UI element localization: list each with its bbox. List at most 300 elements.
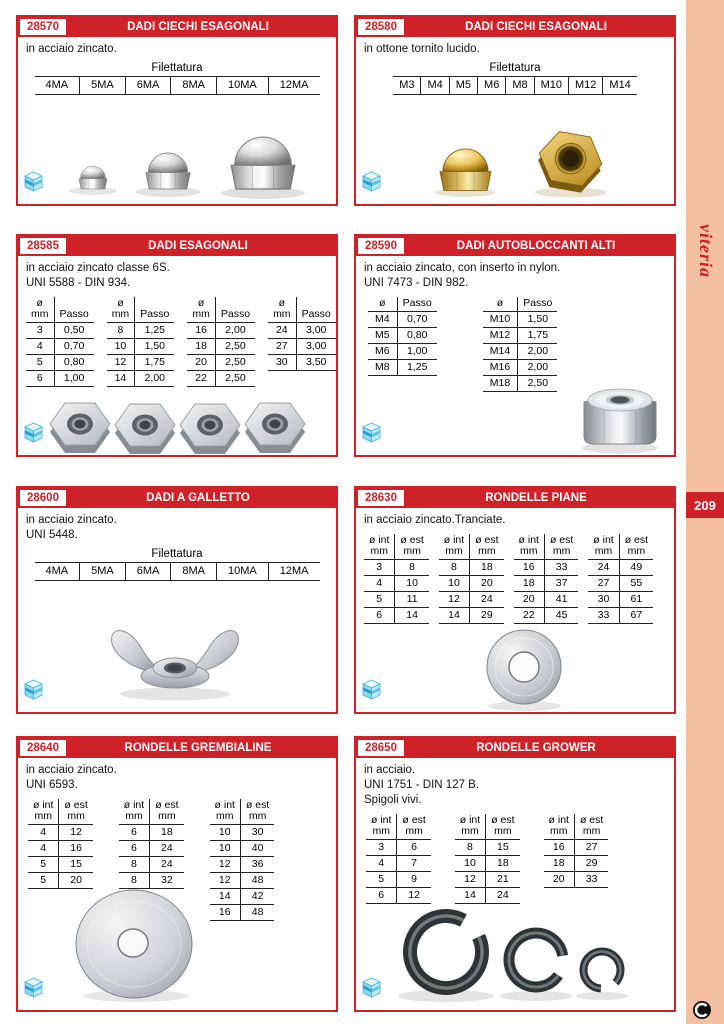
thread-size-cell: M4 <box>421 76 449 94</box>
product-description <box>356 508 674 530</box>
description-line: in acciaio zincato. <box>26 514 117 526</box>
spec-data-cell: 6 <box>119 824 150 840</box>
spec-table <box>364 534 429 624</box>
spec-data-row <box>483 327 558 343</box>
spec-data-cell: 24 <box>470 591 504 607</box>
spec-data-cell: 2,50 <box>215 354 255 370</box>
spec-data-cell: 18 <box>544 855 575 871</box>
spec-data-cell: 5 <box>28 872 59 888</box>
description-line: Spigoli vivi. <box>364 793 422 806</box>
panel-header <box>356 17 674 37</box>
spec-data-row <box>107 370 175 386</box>
spec-header-cell: Passo <box>54 297 94 323</box>
description-line: UNI 1751 - DIN 127 B. <box>364 778 480 791</box>
product-code: 28630 <box>358 490 404 506</box>
spec-header-row <box>368 297 437 312</box>
spec-data-cell: 20 <box>514 591 545 607</box>
spec-data-cell: 0,80 <box>54 354 94 370</box>
spec-data-cell: 20 <box>470 575 504 591</box>
product-description <box>356 256 674 293</box>
spec-data-row <box>210 824 275 840</box>
thread-size-cell: 4MA <box>35 562 80 580</box>
spec-data-row <box>544 871 609 887</box>
spec-table <box>107 297 175 387</box>
description-line: in acciaio zincato.Tranciate. <box>364 514 506 526</box>
spec-header-cell: Passo <box>135 297 175 323</box>
spec-data-row <box>455 871 520 887</box>
spec-data-cell: 15 <box>486 839 520 855</box>
spec-data-cell: 1,50 <box>518 311 558 327</box>
product-description <box>356 758 674 810</box>
spec-table <box>544 814 609 888</box>
spec-data-cell: 36 <box>240 856 274 872</box>
product-title: DADI ESAGONALI <box>148 240 248 252</box>
spec-table <box>119 799 184 889</box>
spec-data-cell: 8 <box>107 322 135 338</box>
spec-data-cell: 6 <box>364 607 395 623</box>
spec-data-cell: 5 <box>28 856 59 872</box>
spec-data-row <box>119 824 184 840</box>
thread-size-cell: M6 <box>478 76 506 94</box>
spec-header-cell: ø est mm <box>470 534 504 560</box>
spec-header-cell: ø est mm <box>619 534 653 560</box>
thread-size-cell: 10MA <box>217 76 269 94</box>
spec-table <box>28 799 93 889</box>
panel-header <box>18 488 336 508</box>
product-description <box>356 37 674 59</box>
spec-table <box>187 297 255 387</box>
spec-data-row <box>514 591 579 607</box>
spec-data-row <box>439 575 504 591</box>
spec-header-row <box>26 297 94 323</box>
thread-size-cell: 6MA <box>125 76 171 94</box>
spec-data-row <box>210 888 275 904</box>
product-code: 28640 <box>20 740 66 756</box>
panel-body <box>356 758 674 1010</box>
thread-header: Filettatura <box>35 62 320 77</box>
spec-data-cell: 18 <box>486 855 520 871</box>
spec-data-cell: 14 <box>395 607 429 623</box>
description-line: in ottone tornito lucido. <box>364 43 480 55</box>
spec-data-cell: M4 <box>368 311 397 327</box>
spec-data-cell: 1,75 <box>135 354 175 370</box>
spec-data-cell: 16 <box>544 839 575 855</box>
spec-data-cell: 24 <box>150 840 184 856</box>
description-line: UNI 6593. <box>26 778 78 791</box>
product-code: 28600 <box>20 490 66 506</box>
product-title: DADI CIECHI ESAGONALI <box>465 21 607 33</box>
spec-data-cell: 32 <box>150 872 184 888</box>
spec-header-row <box>210 799 275 825</box>
spec-data-cell: 1,00 <box>54 370 94 386</box>
spec-data-row <box>368 327 437 343</box>
spec-data-row <box>366 871 431 887</box>
spec-data-row <box>514 559 579 575</box>
thread-size-cell: 12MA <box>268 76 319 94</box>
spec-header-row <box>439 534 504 560</box>
stock-box-icon <box>361 976 382 1004</box>
spec-table-groups <box>18 293 336 387</box>
spec-table <box>366 814 431 904</box>
product-code: 28590 <box>358 238 404 254</box>
spec-header-row <box>268 297 336 323</box>
spec-data-cell: 0,80 <box>397 327 437 343</box>
spec-header-row <box>28 799 93 825</box>
spec-data-cell: 33 <box>574 871 608 887</box>
spec-data-cell: 24 <box>268 322 296 338</box>
category-label: viteria <box>696 224 716 278</box>
spec-data-cell: M6 <box>368 343 397 359</box>
spec-data-cell: 4 <box>28 824 59 840</box>
spec-data-cell: 45 <box>544 607 578 623</box>
spec-data-row <box>544 839 609 855</box>
spec-data-cell: 20 <box>544 871 575 887</box>
spec-header-cell: ø est mm <box>240 799 274 825</box>
description-line: UNI 5588 - DIN 934. <box>26 276 131 289</box>
product-panel-28570 <box>16 15 338 206</box>
spec-data-cell: M8 <box>368 359 397 375</box>
spec-data-cell: 2,50 <box>215 370 255 386</box>
spec-data-cell: 21 <box>486 871 520 887</box>
spec-data-cell: 16 <box>187 322 215 338</box>
thread-header-row <box>393 62 637 77</box>
printer-mark-icon <box>692 1000 712 1020</box>
spec-data-row <box>119 856 184 872</box>
spec-header-cell: ø mm <box>26 297 54 323</box>
spec-data-row <box>26 370 94 386</box>
spec-data-cell: 12 <box>107 354 135 370</box>
spec-header-row <box>366 814 431 840</box>
spec-table-zone <box>356 62 674 95</box>
spec-header-cell: ø int mm <box>544 814 575 840</box>
spec-data-cell: 49 <box>619 559 653 575</box>
spec-data-cell: 3,00 <box>296 338 336 354</box>
spec-data-cell: 30 <box>240 824 274 840</box>
spec-data-cell: 48 <box>240 872 274 888</box>
spec-data-cell: 15 <box>59 856 93 872</box>
nylon-insert-lock-nut-photo <box>570 374 670 456</box>
spec-data-cell: 18 <box>150 824 184 840</box>
spec-data-row <box>210 840 275 856</box>
spec-data-cell: 29 <box>470 607 504 623</box>
spec-data-row <box>187 370 255 386</box>
thread-table <box>35 62 320 95</box>
spec-data-cell: 18 <box>470 559 504 575</box>
spec-data-cell: 6 <box>397 839 431 855</box>
spec-data-cell: 18 <box>514 575 545 591</box>
thread-size-cell: M5 <box>449 76 477 94</box>
stock-box-icon <box>23 421 44 449</box>
spec-header-row <box>187 297 255 323</box>
stock-box-icon <box>23 170 44 198</box>
spec-data-row <box>119 840 184 856</box>
panel-body <box>18 758 336 1010</box>
spec-data-cell: 12 <box>439 591 470 607</box>
spec-header-row <box>107 297 175 323</box>
spec-data-cell: 8 <box>455 839 486 855</box>
product-code: 28585 <box>20 238 66 254</box>
spec-data-row <box>268 354 336 370</box>
product-panel-28630 <box>354 486 676 714</box>
spec-table-groups <box>356 530 674 624</box>
spec-data-cell: 2,00 <box>518 359 558 375</box>
panel-body <box>18 256 336 455</box>
spec-table <box>268 297 336 371</box>
spec-data-cell: 10 <box>210 840 241 856</box>
spec-data-cell: 2,00 <box>518 343 558 359</box>
spec-data-row <box>483 359 558 375</box>
spec-data-cell: 55 <box>619 575 653 591</box>
product-panel-28650 <box>354 736 676 1012</box>
stock-box-icon <box>23 678 44 706</box>
spec-data-row <box>439 591 504 607</box>
spec-data-cell: 12 <box>210 872 241 888</box>
spec-data-cell: 18 <box>187 338 215 354</box>
spec-data-cell: 30 <box>588 591 619 607</box>
spec-table-zone <box>18 62 336 95</box>
spec-data-cell: 27 <box>574 839 608 855</box>
spec-data-cell: 10 <box>395 575 429 591</box>
spec-data-row <box>544 855 609 871</box>
spec-table <box>210 799 275 921</box>
spec-data-cell: 12 <box>210 856 241 872</box>
spec-header-cell: ø mm <box>187 297 215 323</box>
spec-data-row <box>364 591 429 607</box>
spec-data-row <box>210 872 275 888</box>
spec-data-row <box>268 322 336 338</box>
spec-data-cell: 33 <box>544 559 578 575</box>
spec-data-cell: 24 <box>150 856 184 872</box>
product-code: 28650 <box>358 740 404 756</box>
stock-box-icon <box>361 421 382 449</box>
spec-data-cell: 4 <box>364 575 395 591</box>
spec-data-row <box>210 856 275 872</box>
spec-data-cell: 10 <box>210 824 241 840</box>
description-line: in acciaio zincato classe 6S. <box>26 262 170 274</box>
panel-body <box>18 508 336 712</box>
spec-data-cell: 8 <box>395 559 429 575</box>
spec-header-cell: ø est mm <box>574 814 608 840</box>
spec-data-row <box>28 824 93 840</box>
spec-data-cell: 20 <box>59 872 93 888</box>
spec-header-cell: ø int mm <box>455 814 486 840</box>
flat-washer-photo <box>478 622 570 714</box>
product-panel-28585 <box>16 234 338 457</box>
spec-table <box>483 297 558 392</box>
spec-data-cell: 16 <box>514 559 545 575</box>
spec-data-cell: 30 <box>268 354 296 370</box>
product-description <box>18 256 336 293</box>
spec-header-cell: ø int mm <box>366 814 397 840</box>
spec-header-cell: ø est mm <box>395 534 429 560</box>
spec-data-cell: 29 <box>574 855 608 871</box>
spec-data-cell: 27 <box>588 575 619 591</box>
thread-size-cell: 10MA <box>217 562 269 580</box>
spec-data-row <box>187 338 255 354</box>
spec-header-cell: ø est mm <box>150 799 184 825</box>
spec-data-row <box>28 840 93 856</box>
thread-size-cell: 5MA <box>80 76 126 94</box>
description-line: UNI 5448. <box>26 528 78 541</box>
spec-table <box>439 534 504 624</box>
spec-header-cell: ø mm <box>107 297 135 323</box>
spec-data-row <box>26 322 94 338</box>
spec-data-row <box>364 575 429 591</box>
spec-data-cell: M5 <box>368 327 397 343</box>
product-panel-28600 <box>16 486 338 714</box>
spec-header-cell: ø <box>483 297 518 312</box>
thread-values-row <box>35 76 320 94</box>
spec-data-cell: 22 <box>187 370 215 386</box>
spec-data-cell: 12 <box>59 824 93 840</box>
spec-data-cell: 41 <box>544 591 578 607</box>
spec-header-cell: ø int mm <box>28 799 59 825</box>
panel-header <box>356 738 674 758</box>
spec-data-row <box>107 354 175 370</box>
spec-header-row <box>364 534 429 560</box>
spec-data-row <box>514 575 579 591</box>
spec-header-row <box>455 814 520 840</box>
spec-table <box>514 534 579 624</box>
spec-data-cell: 14 <box>107 370 135 386</box>
spec-data-cell: 14 <box>455 887 486 903</box>
spec-data-cell: 48 <box>240 904 274 920</box>
spec-header-cell: ø est mm <box>486 814 520 840</box>
spec-data-cell: 24 <box>486 887 520 903</box>
spec-data-row <box>483 311 558 327</box>
spec-data-row <box>588 607 653 623</box>
spec-data-cell: 10 <box>107 338 135 354</box>
spec-data-row <box>483 343 558 359</box>
spec-data-cell: 6 <box>26 370 54 386</box>
spec-header-cell: ø int mm <box>210 799 241 825</box>
spec-data-row <box>107 322 175 338</box>
stock-box-icon <box>361 170 382 198</box>
product-title: RONDELLE PIANE <box>485 492 587 504</box>
spec-data-row <box>26 338 94 354</box>
spec-data-cell: 2,50 <box>518 375 558 391</box>
spec-table-zone <box>18 293 336 387</box>
thread-size-cell: M8 <box>506 76 534 94</box>
thread-values-row <box>393 76 637 94</box>
panel-body <box>356 508 674 712</box>
spec-header-row <box>588 534 653 560</box>
spec-table-zone <box>356 530 674 624</box>
product-title: DADI AUTOBLOCCANTI ALTI <box>456 240 616 252</box>
spec-header-row <box>119 799 184 825</box>
spec-data-row <box>588 575 653 591</box>
spec-data-cell: 14 <box>210 888 241 904</box>
spec-data-cell: 2,00 <box>215 322 255 338</box>
spec-data-row <box>366 855 431 871</box>
stock-box-icon <box>23 976 44 1004</box>
brass-cap-nuts-photo <box>404 121 642 198</box>
thread-size-cell: 4MA <box>35 76 80 94</box>
spec-data-cell: 40 <box>240 840 274 856</box>
spec-data-row <box>26 354 94 370</box>
panel-header <box>18 738 336 758</box>
product-code: 28580 <box>358 19 404 35</box>
description-line: in acciaio zincato, con inserto in nylon. <box>364 262 561 274</box>
stock-box-icon <box>361 678 382 706</box>
spec-header-cell: ø int mm <box>588 534 619 560</box>
thread-size-cell: M14 <box>603 76 637 94</box>
thread-size-cell: 12MA <box>268 562 319 580</box>
spec-data-cell: 67 <box>619 607 653 623</box>
spec-data-row <box>364 607 429 623</box>
spec-data-row <box>368 311 437 327</box>
spec-data-row <box>483 375 558 391</box>
spec-data-cell: 5 <box>26 354 54 370</box>
spec-data-cell: 0,50 <box>54 322 94 338</box>
spec-data-cell: 1,50 <box>135 338 175 354</box>
spec-data-cell: 4 <box>28 840 59 856</box>
thread-table <box>35 548 320 581</box>
panel-header <box>356 488 674 508</box>
spec-data-row <box>588 559 653 575</box>
spec-data-row <box>455 839 520 855</box>
spec-data-cell: 4 <box>366 855 397 871</box>
product-title: RONDELLE GREMBIALINE <box>124 742 272 754</box>
spec-table <box>588 534 653 624</box>
product-panel-28580 <box>354 15 676 206</box>
spec-data-cell: 6 <box>119 840 150 856</box>
description-line: in acciaio zincato. <box>26 764 117 776</box>
spec-data-row <box>439 559 504 575</box>
thread-header: Filettatura <box>35 548 320 563</box>
spec-data-cell: M18 <box>483 375 518 391</box>
spec-header-cell: Passo <box>215 297 255 323</box>
product-title: RONDELLE GROWER <box>476 742 596 754</box>
spec-data-cell: 9 <box>397 871 431 887</box>
product-description <box>18 508 336 545</box>
thread-header: Filettatura <box>393 62 637 77</box>
spec-data-row <box>107 338 175 354</box>
spec-data-cell: 8 <box>119 872 150 888</box>
panel-header <box>18 236 336 256</box>
spec-data-row <box>368 343 437 359</box>
spec-data-cell: 1,25 <box>135 322 175 338</box>
thread-size-cell: 8MA <box>171 562 217 580</box>
spec-header-cell: ø int mm <box>364 534 395 560</box>
thread-size-cell: 5MA <box>80 562 126 580</box>
spec-data-row <box>210 904 275 920</box>
spec-data-cell: 22 <box>514 607 545 623</box>
spec-data-cell: 7 <box>397 855 431 871</box>
spec-header-cell: Passo <box>518 297 558 312</box>
description-line: in acciaio. <box>364 764 416 776</box>
panel-header <box>18 17 336 37</box>
spec-data-cell: 0,70 <box>397 311 437 327</box>
spec-table <box>455 814 520 904</box>
spec-data-cell: 0,70 <box>54 338 94 354</box>
spec-header-cell: ø <box>368 297 397 312</box>
spec-data-cell: 1,00 <box>397 343 437 359</box>
thread-size-cell: M12 <box>569 76 603 94</box>
thread-header-row <box>35 548 320 563</box>
chrome-dome-cap-nuts-photo <box>38 109 323 199</box>
spec-data-cell: 12 <box>455 871 486 887</box>
spec-data-cell: 10 <box>455 855 486 871</box>
spec-header-cell: ø est mm <box>397 814 431 840</box>
spec-data-cell: 3 <box>366 839 397 855</box>
spec-data-cell: 8 <box>119 856 150 872</box>
spec-data-cell: M12 <box>483 327 518 343</box>
spec-data-cell: 16 <box>210 904 241 920</box>
spec-data-cell: 61 <box>619 591 653 607</box>
product-description <box>18 758 336 795</box>
panel-body <box>356 256 674 455</box>
